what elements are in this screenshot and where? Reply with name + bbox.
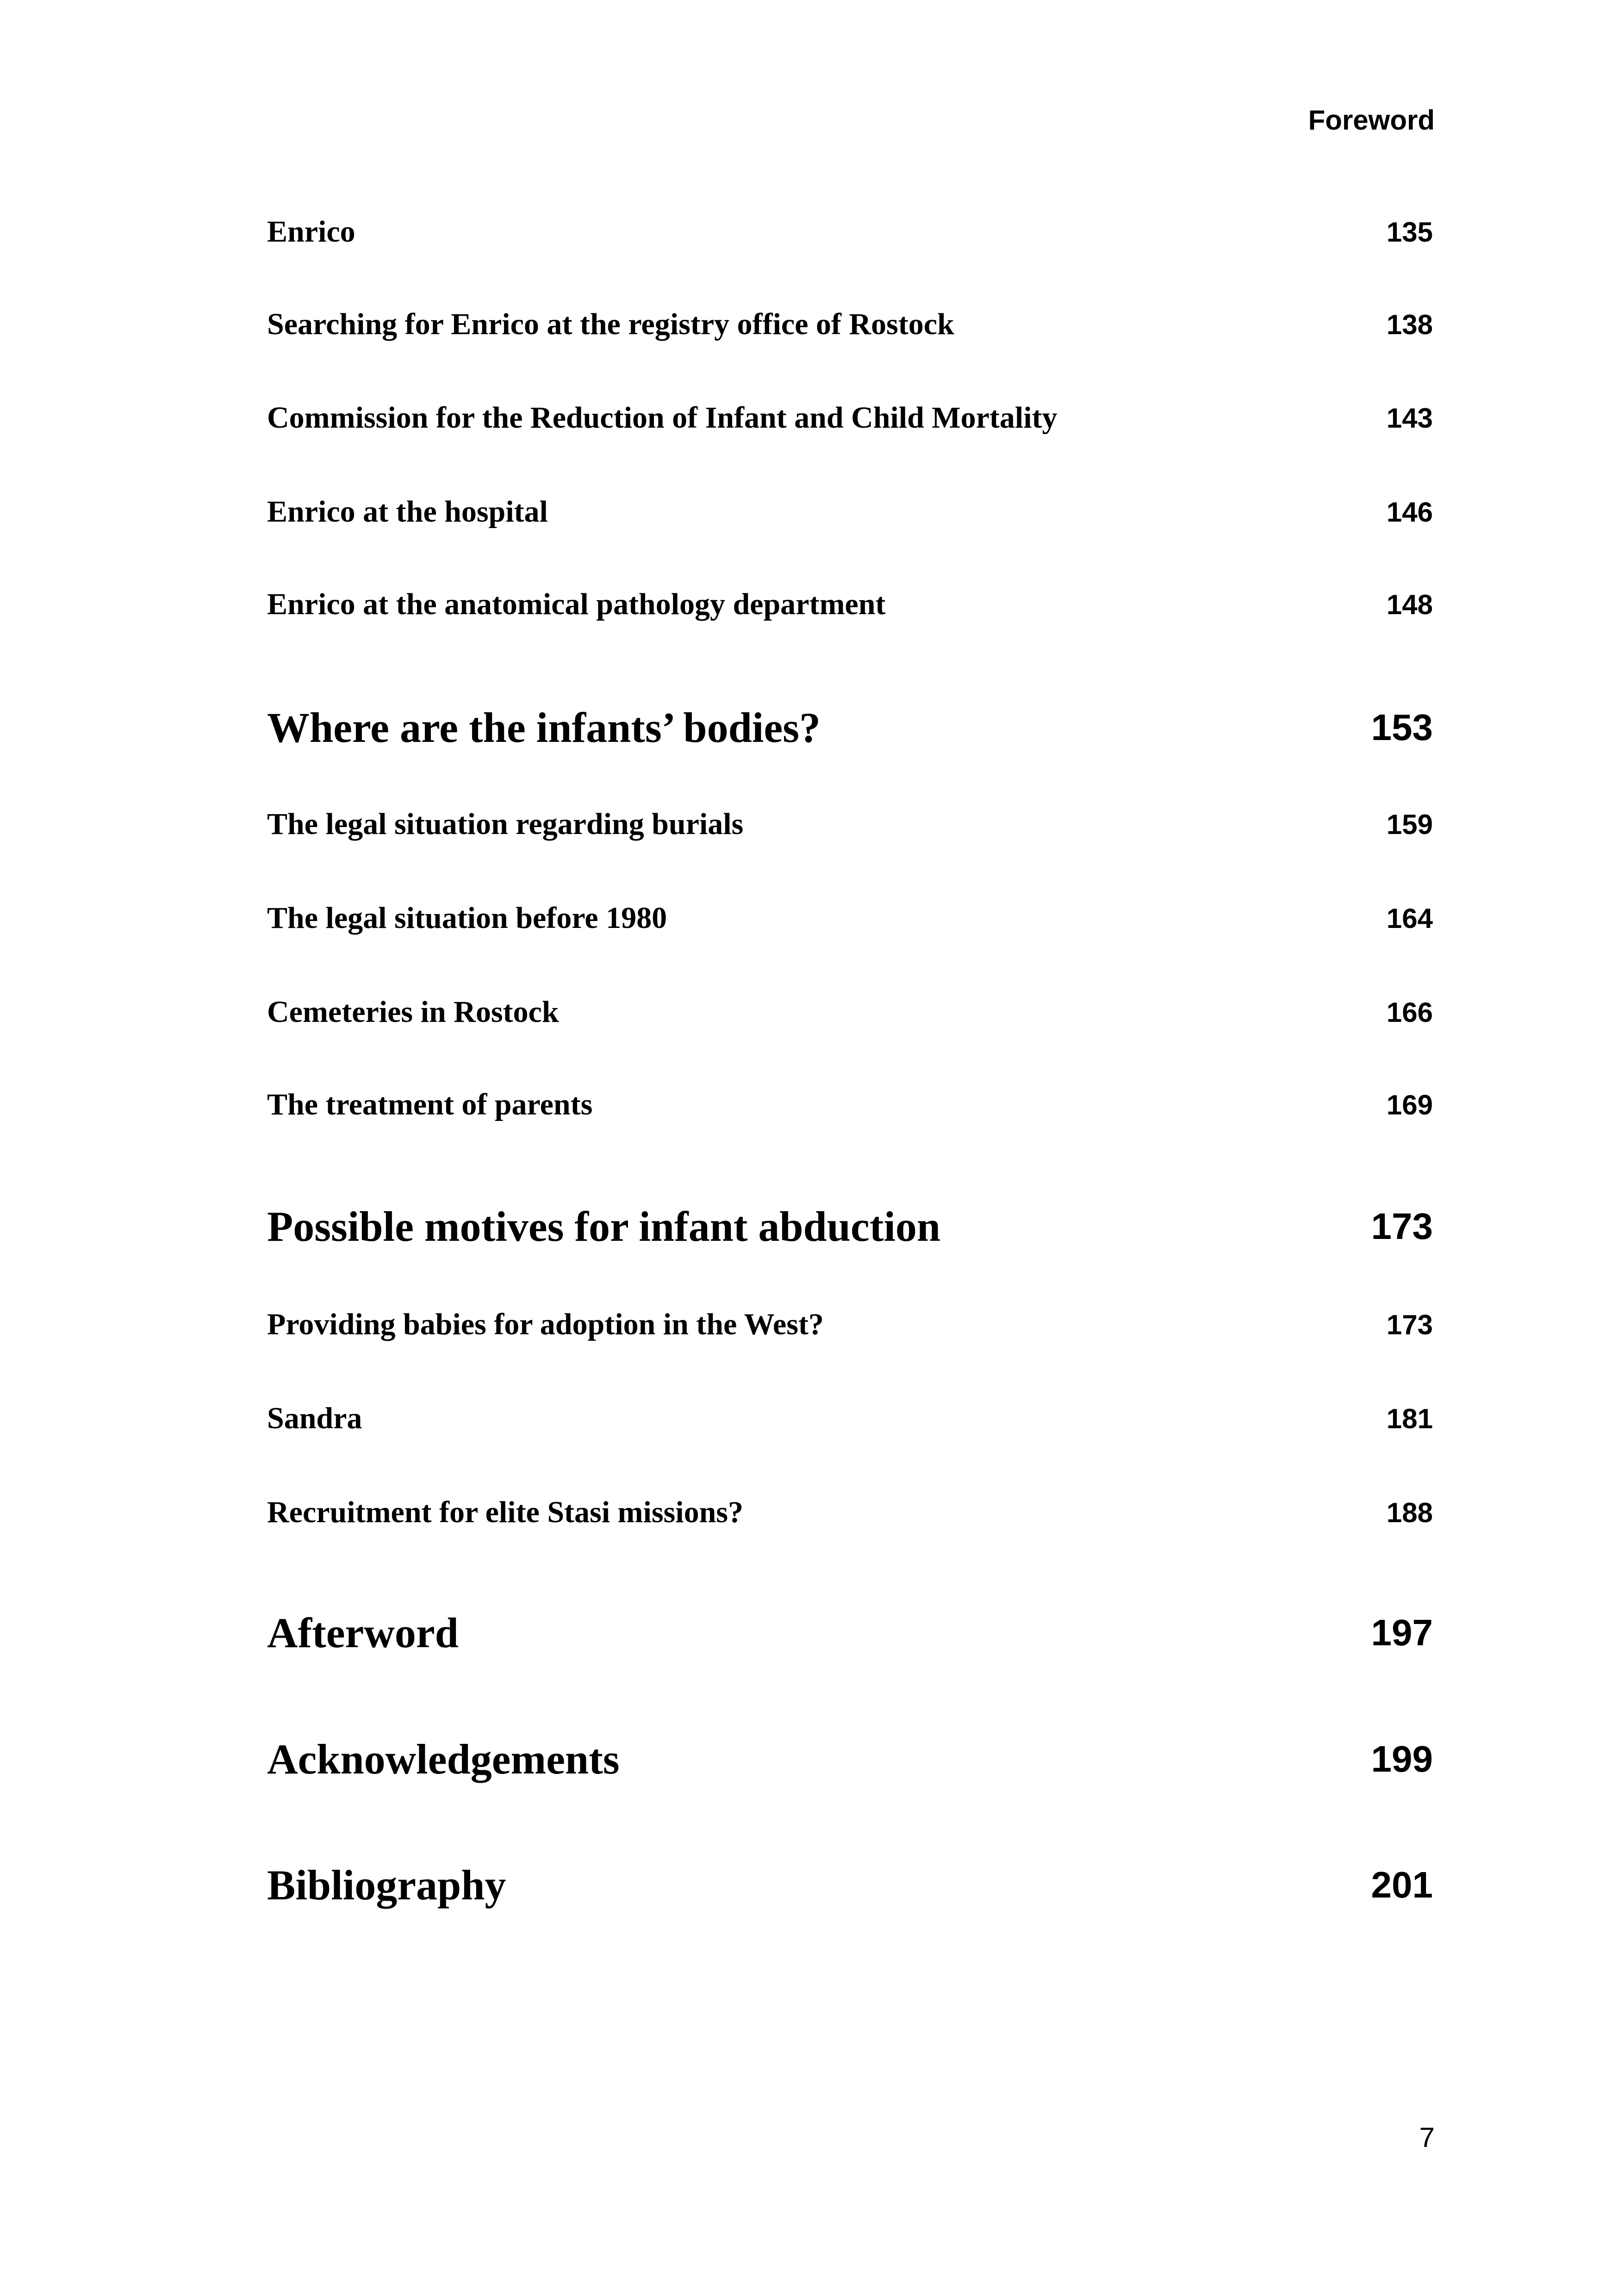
toc-entry [267,299,1433,350]
toc-entry [267,206,1433,257]
toc-entry-title: Recruitment for elite Stasi missions? [267,1495,743,1529]
toc-entry-page: 143 [1386,402,1433,434]
toc-chapter [267,1607,1433,1658]
toc-chapter [267,1201,1433,1252]
toc-chapter [267,1734,1433,1785]
toc-chapter-page: 197 [1371,1612,1433,1653]
toc-chapter-page: 153 [1371,707,1433,748]
toc-entry-page: 181 [1386,1403,1433,1434]
toc-entry-title: Enrico [267,215,355,249]
toc-chapter [267,1860,1433,1910]
toc-chapter-title: Acknowledgements [267,1736,620,1783]
toc-entry-page: 146 [1386,496,1433,528]
toc-entry [267,1393,1433,1444]
toc-chapter-page: 199 [1371,1738,1433,1780]
toc-chapter-title: Where are the infants’ bodies? [267,704,821,751]
toc-entry-page: 188 [1386,1497,1433,1528]
toc-entry [267,987,1433,1038]
toc-entry-page: 148 [1386,589,1433,620]
page-number: 7 [1419,2122,1435,2153]
toc-entry [267,486,1433,537]
toc-entry-page: 135 [1386,216,1433,248]
toc-entry-page: 173 [1386,1309,1433,1340]
toc-entry-page: 164 [1386,902,1433,934]
toc-entry-page: 166 [1386,996,1433,1028]
toc-entry [267,579,1433,630]
running-header: Foreword [1308,105,1435,136]
toc-entry-title: Sandra [267,1401,362,1435]
toc-entry-page: 159 [1386,809,1433,840]
toc-entry [267,1299,1433,1350]
toc-entry-title: Cemeteries in Rostock [267,995,559,1029]
toc-entry [267,1079,1433,1130]
toc-entry [267,799,1433,850]
toc-chapter [267,702,1433,753]
toc-entry [267,893,1433,944]
toc-entry [267,392,1433,443]
toc-entry-title: Enrico at the hospital [267,495,548,529]
toc-entry-title: Commission for the Reduction of Infant and Child Mortality [267,401,1058,435]
toc-chapter-title: Possible motives for infant abduction [267,1203,941,1250]
toc-entry-title: Searching for Enrico at the registry office of Rostock [267,307,954,341]
toc-entry-title: The legal situation before 1980 [267,901,667,935]
toc-entry-title: Providing babies for adoption in the West? [267,1307,824,1341]
toc-chapter-page: 173 [1371,1206,1433,1247]
toc-entry-title: The legal situation regarding burials [267,807,744,841]
toc-entry-title: Enrico at the anatomical pathology department [267,587,886,621]
toc-chapter-page: 201 [1371,1864,1433,1905]
toc-entry-title: The treatment of parents [267,1088,593,1121]
toc-chapter-title: Afterword [267,1609,459,1656]
toc-entry-page: 169 [1386,1089,1433,1120]
toc-chapter-title: Bibliography [267,1861,506,1909]
toc-entry-page: 138 [1386,309,1433,340]
toc-entry [267,1487,1433,1538]
